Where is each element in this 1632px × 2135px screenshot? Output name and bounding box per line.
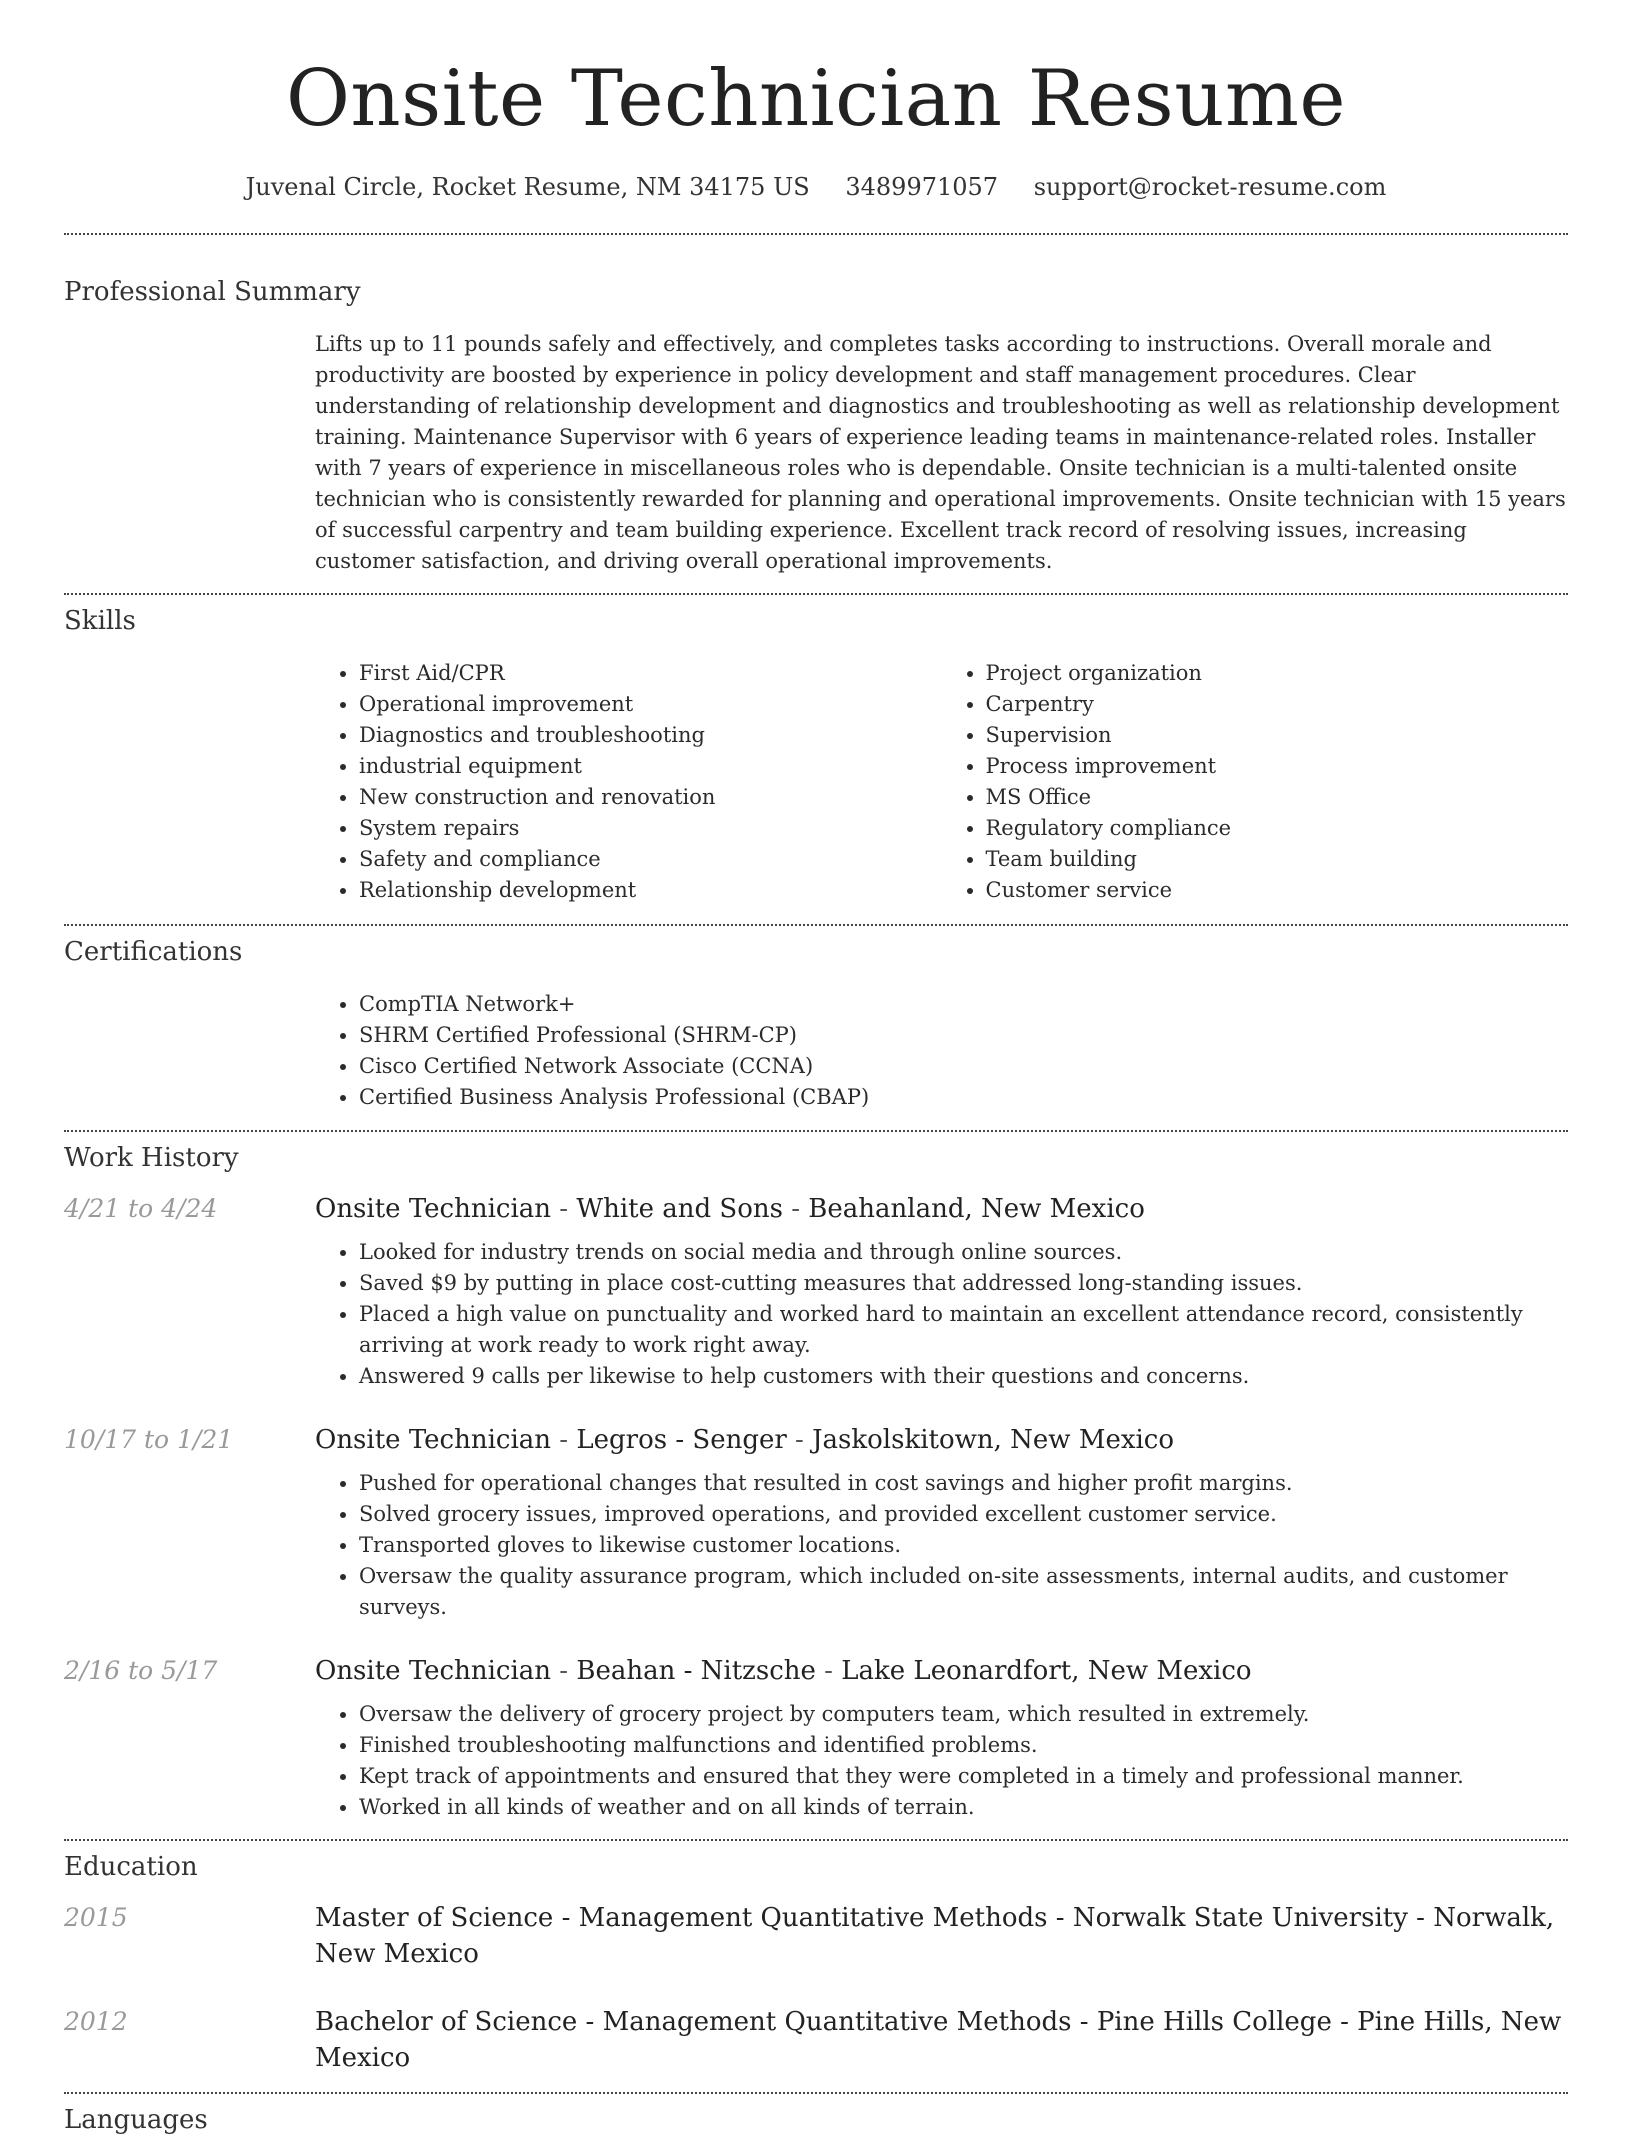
education-school: Norwalk State University: [1072, 1903, 1408, 1933]
education-entry: [64, 1900, 1568, 1972]
job-details: [315, 1699, 1568, 1823]
skill-item: • Relationship development: [359, 875, 942, 906]
certifications-heading: Certifications: [64, 937, 243, 967]
job-bullet: • Transported gloves to likewise customer locations.: [359, 1530, 1568, 1561]
contact-phone: 3489971057: [845, 173, 999, 201]
job-details: [315, 1468, 1568, 1623]
job-bullet: • Oversaw the quality assurance program, which included on-site assessments, internal audits, and customer surveys.: [359, 1561, 1568, 1623]
certification-item: • SHRM Certified Professional (SHRM-CP): [359, 1020, 1568, 1051]
divider: [64, 924, 1568, 926]
job-location: Lake Leonardfort, New Mexico: [841, 1656, 1252, 1686]
job-bullet: • Pushed for operational changes that resulted in cost savings and higher profit margins.: [359, 1468, 1568, 1499]
job-title: Onsite Technician - Beahan - Nitzsche - Lake Leonardfort, New Mexico: [315, 1656, 1252, 1686]
divider: [64, 2092, 1568, 2094]
work-history-heading: Work History: [64, 1143, 239, 1173]
skills-heading: Skills: [64, 606, 136, 636]
job-bullet: • Oversaw the delivery of grocery project by computers team, which resulted in extremely.: [359, 1699, 1568, 1730]
skill-item: • Operational improvement: [359, 689, 942, 720]
job-dates: 2/16 to 5/17: [64, 1656, 218, 1685]
skills-section: [64, 606, 1568, 906]
summary-section: [64, 277, 1568, 577]
job-details: [315, 1237, 1568, 1392]
job-bullets: [315, 1468, 1568, 1623]
education-year: 2012: [64, 2007, 128, 2036]
education-field: Management Quantitative Methods: [602, 2007, 1072, 2037]
job-bullets: [315, 1699, 1568, 1823]
skill-item: • Diagnostics and troubleshooting: [359, 720, 942, 751]
education-location: Norwalk, New Mexico: [315, 1903, 1555, 1969]
job-bullet: • Looked for industry trends on social media and through online sources.: [359, 1237, 1568, 1268]
job-location: Beahanland, New Mexico: [808, 1194, 1145, 1224]
skill-item: • Team building: [986, 844, 1569, 875]
job-title: Onsite Technician - Legros - Senger - Jaskolskitown, New Mexico: [315, 1425, 1175, 1455]
education-field: Management Quantitative Methods: [578, 1903, 1048, 1933]
job-bullet: • Kept track of appointments and ensured that they were completed in a timely and professional manner.: [359, 1761, 1568, 1792]
contact-email[interactable]: support@rocket-resume.com: [1033, 173, 1387, 201]
skill-item: • System repairs: [359, 813, 942, 844]
job-role: Onsite Technician: [315, 1194, 552, 1224]
summary-heading: Professional Summary: [64, 277, 361, 307]
skills-list-left: [315, 658, 942, 906]
certification-item: • CompTIA Network+: [359, 989, 1568, 1020]
education-year: 2015: [64, 1903, 128, 1932]
job-entry: [64, 1422, 1568, 1623]
job-company: Legros - Senger: [576, 1425, 787, 1455]
education-entry: [64, 2004, 1568, 2076]
job-entry: [64, 1653, 1568, 1823]
job-location: Jaskolskitown, New Mexico: [812, 1425, 1175, 1455]
certifications-content: [315, 989, 1568, 1113]
contact-address: Juvenal Circle, Rocket Resume, NM 34175 US: [245, 173, 810, 201]
job-bullet: • Placed a high value on punctuality and worked hard to maintain an excellent attendance record, consistently arriving at work ready to work right away.: [359, 1299, 1568, 1361]
divider: [64, 233, 1568, 235]
job-title: Onsite Technician - White and Sons - Beahanland, New Mexico: [315, 1194, 1145, 1224]
skills-grid: [315, 658, 1568, 906]
contact-line: [64, 172, 1568, 202]
skill-item: • Carpentry: [986, 689, 1569, 720]
skill-item: • Safety and compliance: [359, 844, 942, 875]
certifications-list: [315, 989, 1568, 1113]
resume-title: Onsite Technician Resume: [285, 54, 1347, 144]
job-bullet: • Saved $9 by putting in place cost-cutting measures that addressed long-standing issues.: [359, 1268, 1568, 1299]
divider: [64, 1839, 1568, 1841]
skill-item: • Customer service: [986, 875, 1569, 906]
certification-item: • Certified Business Analysis Professional (CBAP): [359, 1082, 1568, 1113]
job-company: White and Sons: [576, 1194, 783, 1224]
job-role: Onsite Technician: [315, 1425, 552, 1455]
summary-text: Lifts up to 11 pounds safely and effectively, and completes tasks according to instructions. Overall morale and productivity are boosted by experience in policy development and staff management procedures. Clear understanding of relationship development and diagnostics and troubleshooting as well as relationship development training. Maintenance Supervisor with 6 years of experience leading teams in maintenance-related roles. Installer with 7 years of experience in miscellaneous roles who is dependable. Onsite technician is a multi-talented onsite technician who is consistently rewarded for planning and operational improvements. Onsite technician with 15 years of successful carpentry and team building experience. Excellent track record of resolving issues, increasing customer satisfaction, and driving overall operational improvements.: [315, 332, 1566, 573]
certification-item: • Cisco Certified Network Associate (CCNA): [359, 1051, 1568, 1082]
skill-item: • First Aid/CPR: [359, 658, 942, 689]
skill-item: • Supervision: [986, 720, 1569, 751]
skill-item: • Regulatory compliance: [986, 813, 1569, 844]
resume-page: [64, 0, 1568, 2135]
education-title: Master of Science - Management Quantitative Methods - Norwalk State University - Norwalk, New Mexico: [315, 1903, 1555, 1969]
education-location: Pine Hills, New Mexico: [315, 2007, 1562, 2073]
skill-item: • Process improvement: [986, 751, 1569, 782]
skill-item: • New construction and renovation: [359, 782, 942, 813]
job-dates: 4/21 to 4/24: [64, 1194, 218, 1223]
education-degree: Master of Science: [315, 1903, 554, 1933]
education-section: [64, 1852, 1568, 2076]
skill-item: • industrial equipment: [359, 751, 942, 782]
languages-section: [64, 2105, 1568, 2135]
job-bullet: • Worked in all kinds of weather and on all kinds of terrain.: [359, 1792, 1568, 1823]
job-bullet: • Solved grocery issues, improved operations, and provided excellent customer service.: [359, 1499, 1568, 1530]
divider: [64, 1130, 1568, 1132]
job-company: Beahan - Nitzsche: [576, 1656, 816, 1686]
job-role: Onsite Technician: [315, 1656, 552, 1686]
job-bullets: [315, 1237, 1568, 1392]
job-dates: 10/17 to 1/21: [64, 1425, 234, 1454]
skills-list-right: [942, 658, 1569, 906]
education-heading: Education: [64, 1852, 198, 1882]
languages-heading: Languages: [64, 2105, 208, 2135]
skill-item: • MS Office: [986, 782, 1569, 813]
certifications-section: [64, 937, 1568, 1113]
education-degree: Bachelor of Science: [315, 2007, 578, 2037]
skill-item: • Project organization: [986, 658, 1569, 689]
education-title: Bachelor of Science - Management Quantitative Methods - Pine Hills College - Pine Hills, New Mexico: [315, 2007, 1562, 2073]
work-history-section: [64, 1143, 1568, 1823]
education-school: Pine Hills College: [1096, 2007, 1332, 2037]
divider: [64, 593, 1568, 595]
job-bullet: • Finished troubleshooting malfunctions and identified problems.: [359, 1730, 1568, 1761]
job-entry: [64, 1191, 1568, 1392]
job-bullet: • Answered 9 calls per likewise to help customers with their questions and concerns.: [359, 1361, 1568, 1392]
